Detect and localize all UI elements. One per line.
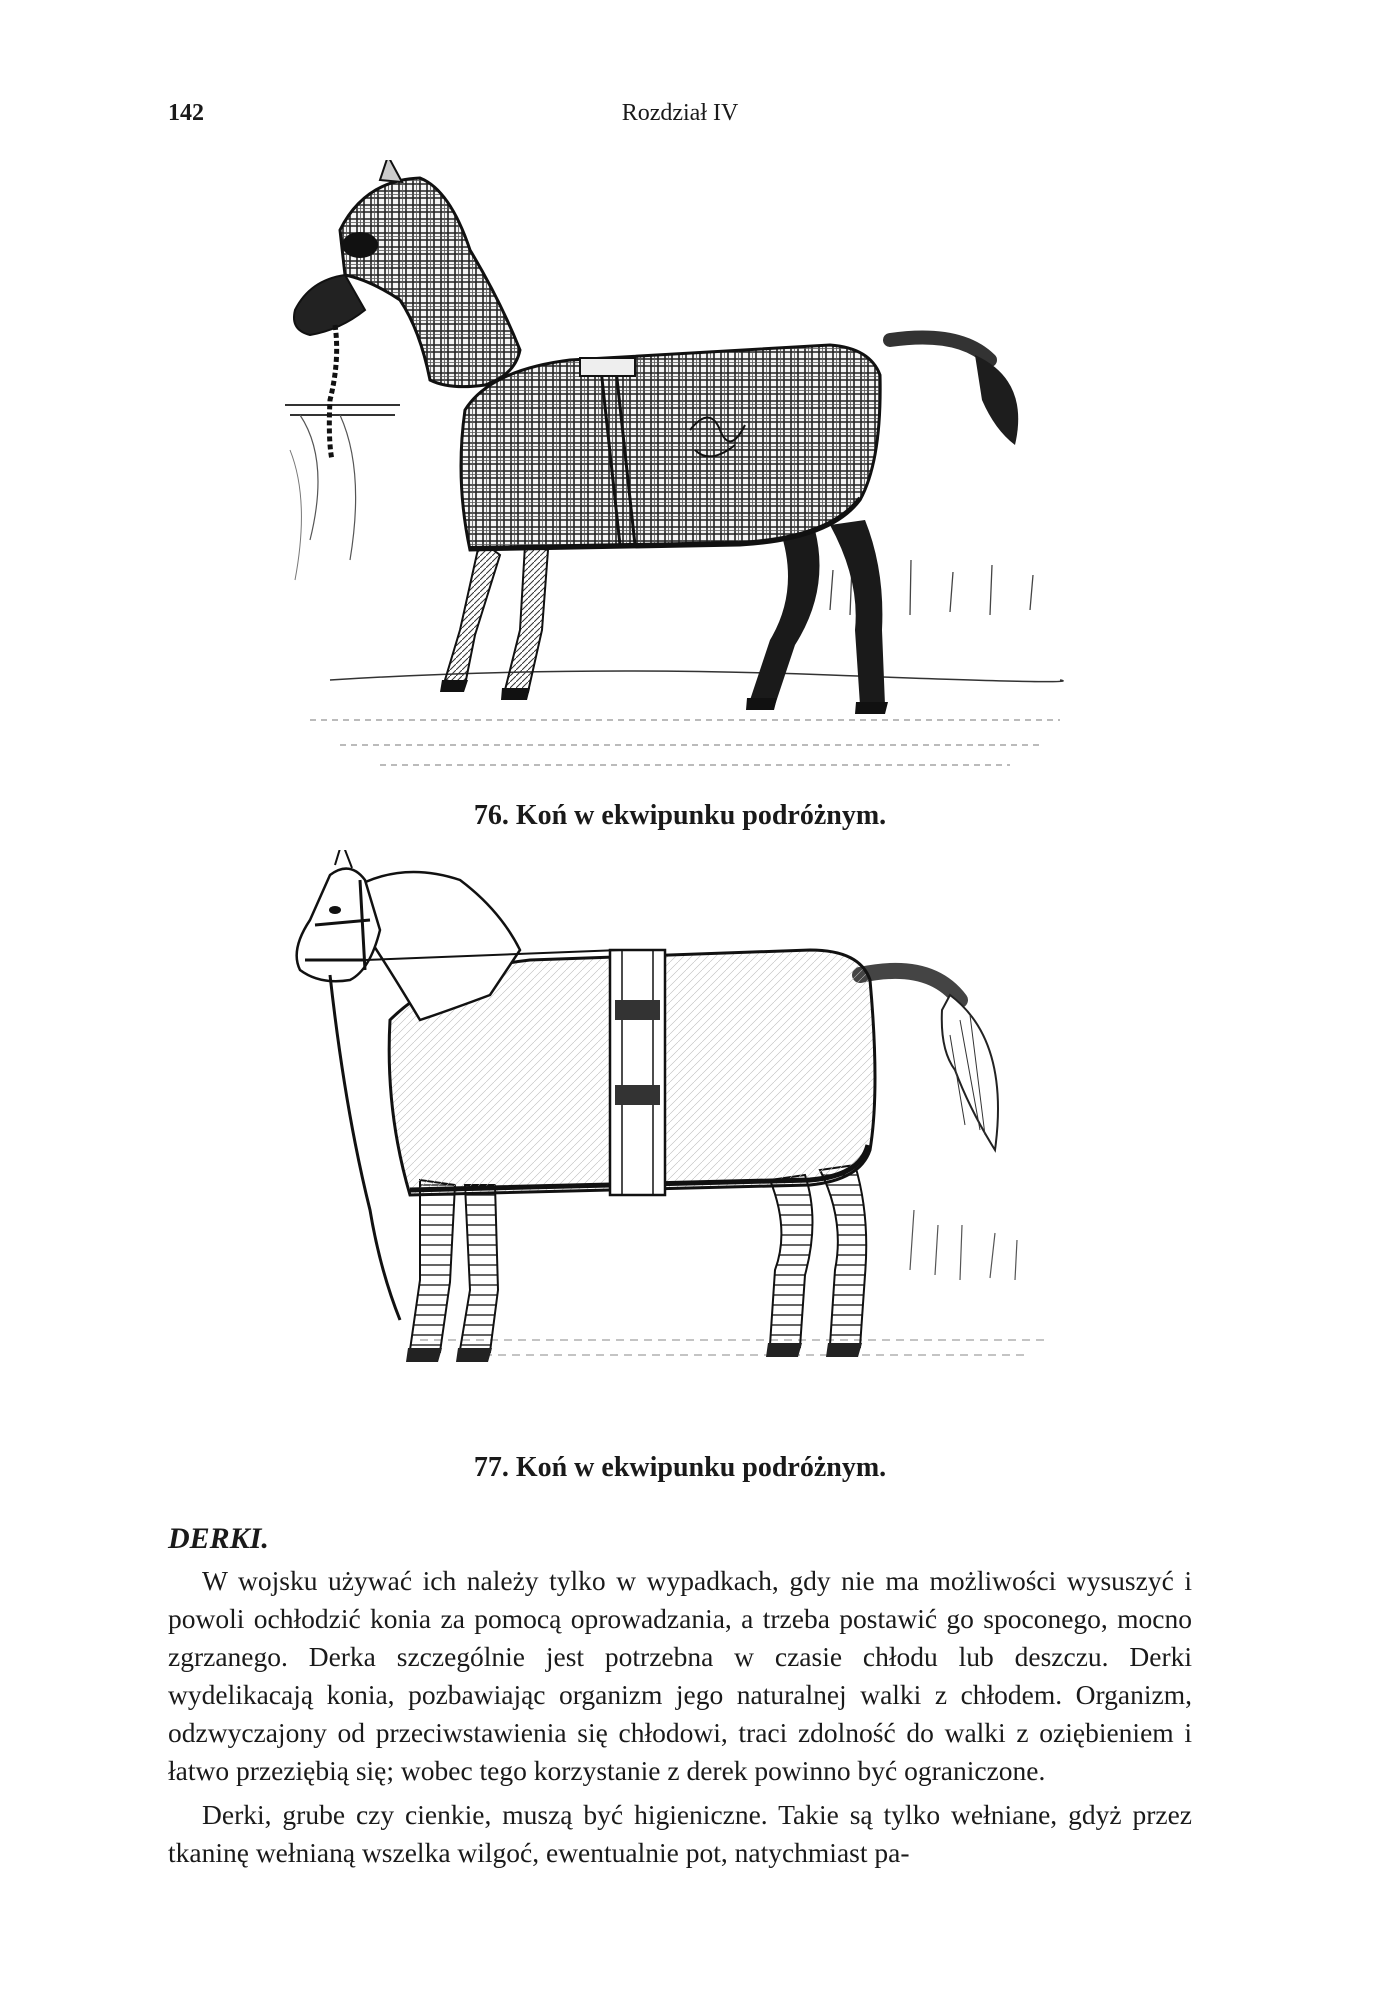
figure-caption: 77. Koń w ekwipunku podróżnym. — [473, 1452, 887, 1483]
running-head: Rozdział IV — [621, 100, 739, 126]
section-heading: DERKI. — [168, 1522, 269, 1555]
paragraph: Derki, grube czy cienkie, muszą być higieniczne. Takie są tylko wełniane, gdyż przez tkaninę wełnianą wszelka wilgoć, ewentualnie pot, natychmiast pa- — [168, 1799, 1192, 1868]
body-text — [168, 1562, 1192, 1872]
paragraph: W wojsku używać ich należy tylko w wypadkach, gdy nie ma możliwości wysuszyć i powoli ochłodzić konia za pomocą oprowadzania, a trzeba postawić go spoconego, mocno zgrzanego. Derka szczególnie jest potrzebna w czasie chłodu lub deszczu. Derki wydelikacają konia, pozbawiając organizm jego naturalnej walki z chłodem. Organizm, odzwyczajony od przeciwstawienia się chłodowi, traci zdolność do walki z oziębieniem i łatwo przeziębią się; wobec tego korzystanie z derek powinno być ograniczone. — [168, 1565, 1192, 1786]
page-number: 142 — [168, 100, 204, 126]
horse-in-light-blanket-illustration — [270, 850, 1070, 1410]
horse-in-plaid-travel-rug-illustration — [270, 160, 1070, 790]
figure-caption: 76. Koń w ekwipunku podróżnym. — [473, 800, 887, 831]
